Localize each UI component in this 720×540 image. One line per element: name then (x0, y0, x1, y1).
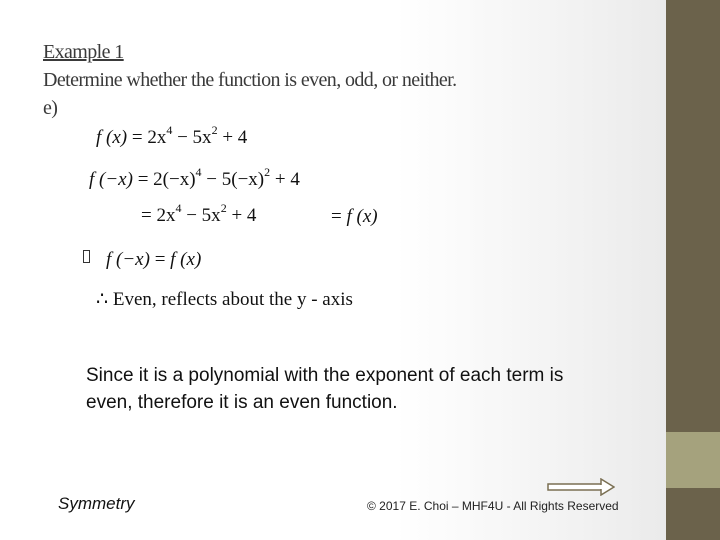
sidebar-bottom-block (666, 488, 720, 540)
eq3-term2: − 5x (181, 205, 221, 226)
eq1-exp2: 2 (211, 123, 218, 137)
eq1-exp1: 4 (166, 123, 173, 137)
sidebar-decoration (666, 0, 720, 540)
instruction-text: Determine whether the function is even, odd, or neither. (43, 69, 457, 91)
eq1-term2: − 5x (172, 127, 212, 148)
equation-line-3-result (331, 206, 378, 228)
eq2-lhs: f (−x) (89, 169, 133, 190)
equation-line-4 (106, 249, 201, 271)
eq1-term3: + 4 (217, 127, 248, 148)
eq4-eq: = (149, 249, 171, 270)
placeholder-box-icon (83, 250, 90, 263)
slide-title (43, 38, 643, 122)
footer-copyright: © 2017 E. Choi – MHF4U - All Rights Reserved (367, 499, 619, 513)
eq3-result-eq: = (331, 206, 347, 227)
explanation-text: Since it is a polynomial with the exponent of each term is even, therefore it is an even function. (86, 365, 564, 413)
eq1-term1: = 2x (127, 127, 167, 148)
sidebar-accent-band (666, 432, 720, 488)
footer-topic: Symmetry (58, 494, 135, 513)
eq2-term1: = 2(−x) (132, 169, 196, 190)
part-label: e) (43, 97, 58, 119)
eq1-lhs: f (x) (96, 127, 128, 148)
eq2-exp2: 2 (264, 165, 271, 179)
eq3-exp1: 4 (175, 201, 182, 215)
eq2-term2: − 5(−x) (201, 169, 265, 190)
equation-line-3 (141, 201, 257, 227)
example-heading: Example 1 (43, 41, 124, 63)
eq3-exp2: 2 (220, 201, 227, 215)
conclusion-text: ∴ Even, reflects about the y - axis (96, 289, 353, 310)
eq4-rhs: f (x) (170, 249, 202, 270)
equation-line-1 (96, 123, 248, 149)
eq2-exp1: 4 (195, 165, 202, 179)
eq3-term3: + 4 (226, 205, 257, 226)
eq2-term3: + 4 (270, 169, 300, 190)
eq4-lhs: f (−x) (106, 249, 150, 270)
equation-line-2 (89, 165, 300, 191)
eq3-term1: = 2x (141, 205, 176, 226)
eq3-result: f (x) (346, 206, 378, 227)
right-arrow-icon[interactable] (547, 478, 615, 496)
